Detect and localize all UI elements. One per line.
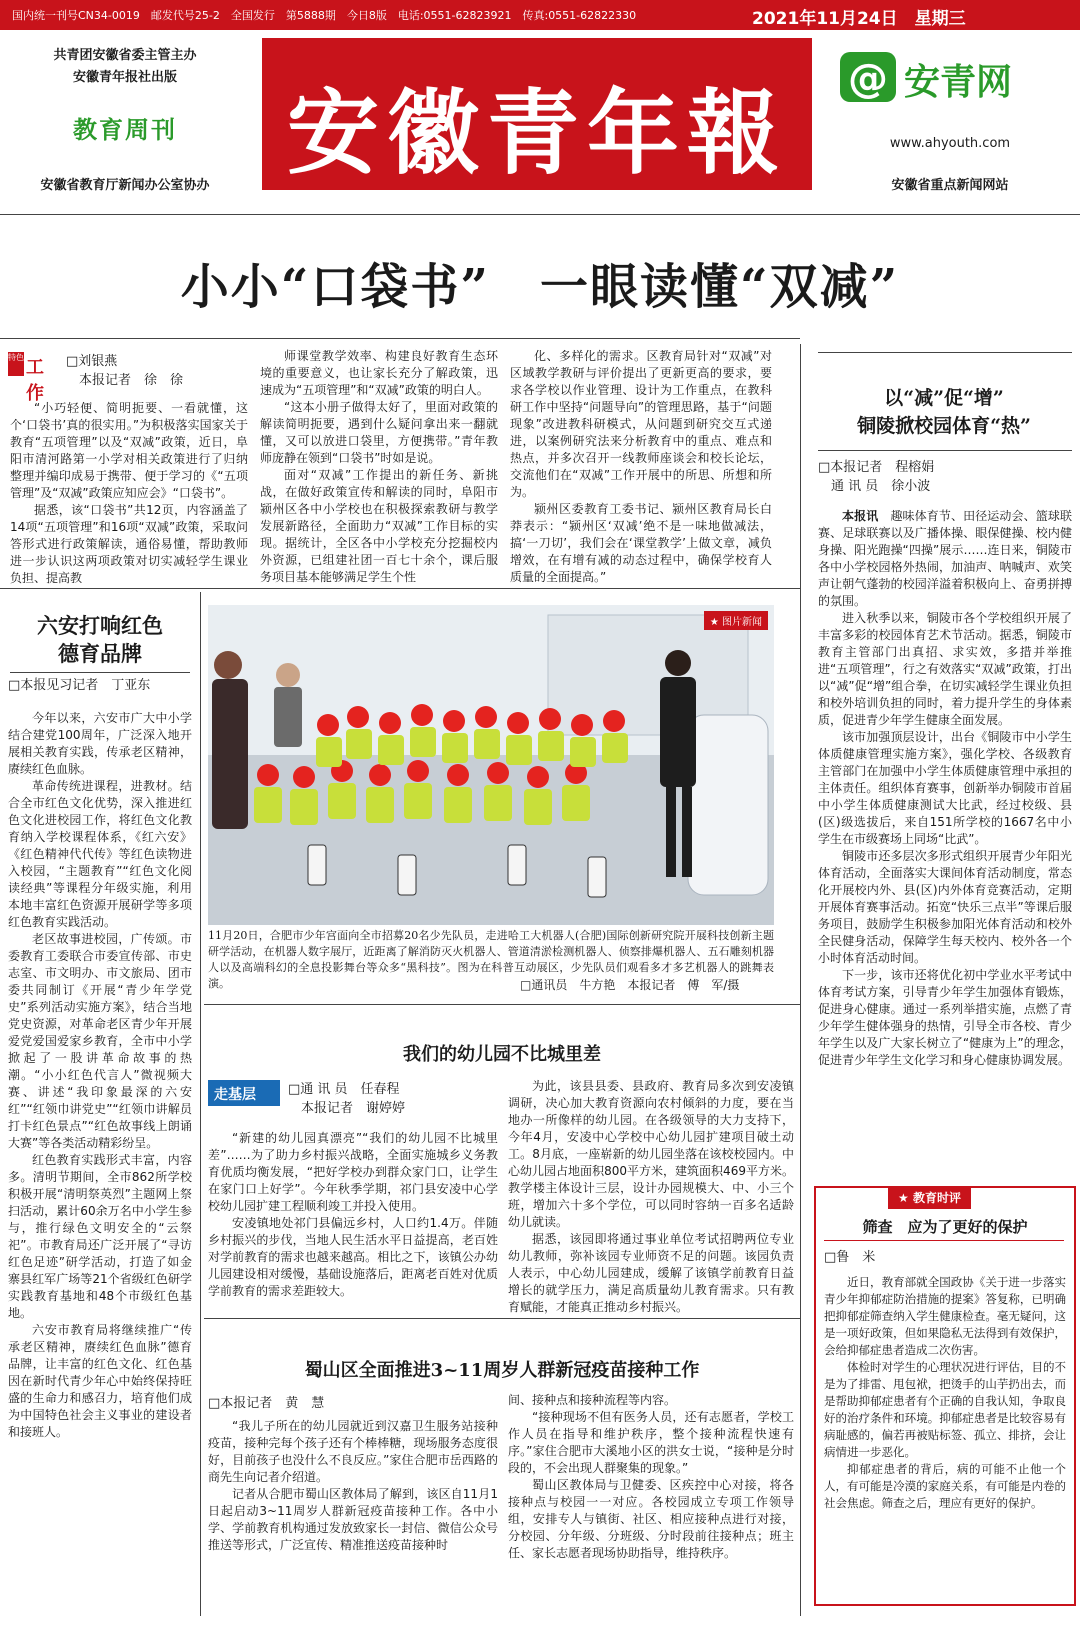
newspaper-name: 安徽青年報 — [286, 79, 787, 187]
feature-tag — [8, 352, 58, 404]
ahyouth-logo[interactable] — [838, 48, 1058, 106]
liuan-para: 革命传统进课程，进教材。结合全市红色文化优势，深入推进红色文化进校园工作，将红色文化教育纳入学校课程体系，《红六安》《红色精神代代传》等红色读物进入校园，“主题教育”“红色文化阅读经典”等课程分年级实施，利用本地丰富红色资源开展研学等多项红色教育实践活动。 — [8, 779, 192, 929]
tongling-lead-label: 本报讯 — [842, 509, 879, 523]
co-organizer-line: 安徽省教育厅新闻办公室协办 — [40, 178, 210, 193]
main-article-col1 — [10, 400, 248, 587]
kindergarten-byline: □通 讯 员 任春程 本报记者 谢婷婷 — [288, 1082, 406, 1116]
right-article-top-rule — [818, 352, 1072, 353]
liuan-para: 今年以来，六安市广大中小学结合建党100周年，广泛深入地开展相关教育实践，传承老区精神，赓续红色血脉。 — [8, 711, 192, 776]
vaccine-byline: □本报记者 黄 慧 — [208, 1396, 325, 1411]
tongling-lead-text: 趣味体育节、田径运动会、篮球联赛、足球联赛以及广播体操、眼保健操、校内健身操、阳光跑操“四操”展示……连日来，铜陵市各中小学校园格外热闹，加油声、呐喊声、欢笑声让朝气蓬勃的校园洋溢着积极向上、奋勇拼搏的氛围。 — [818, 509, 1072, 608]
publisher-line: 安徽青年报社出版 — [72, 70, 177, 85]
commentary-para: 近日，教育部就全国政协《关于进一步落实青少年抑郁症防治措施的提案》答复称，已明确把抑郁症筛查纳入学生健康检查。毫无疑问，这是一项好政策，但如果隐私无法得到有效保护，会给抑郁症患者造成二次伤害。 — [824, 1275, 1066, 1357]
kindergarten-para: 为此，该县县委、县政府、教育局多次到安凌镇调研，决心加大教育资源向农村倾斜的力度，要在当地办一所像样的幼儿园。在各级领导的大力支持下，今年4月，安凌中心学校中心幼儿园扩建项目破土动工。8月底，一座崭新的幼儿园坐落在该校校园内。中心幼儿园占地面积800平方米，建筑面积469平方米。教学楼主体设计三层，设计办园规模大、中、小三个班，增加六十多个学位，可以同时容纳一百多名适龄幼儿就读。 — [508, 1079, 794, 1229]
commentary-box — [814, 1186, 1076, 1606]
liuan-byline: □本报见习记者 丁亚东 — [8, 678, 151, 693]
kindergarten-article-title: 我们的幼儿园不比城里差 — [403, 1044, 601, 1065]
tongling-para — [818, 508, 1072, 610]
star-icon: ★ — [898, 1191, 909, 1205]
vaccine-para: 记者从合肥市蜀山区教体局了解到，该区自11月1日起启动3~11周岁人群新冠疫苗接种工作。各中小学、学前教育机构通过发放致家长一封信、微信公众号推送等形式，广泛宣传、精准推送疫苗接种时 — [208, 1487, 498, 1552]
vaccine-para: 间、接种点和接种流程等内容。 — [508, 1393, 677, 1407]
main-col3-para: 化、多样化的需求。区教育局针对“双减”对区域教学教研与评价提出了更新更高的要求，要求各学校以作业管理、设计为工作重点，在教科研工作中坚持“问题导向”的管理思路，基于“问题现象”改进教科研模式，从问题到研究交互式递进，以案例研究法来分析教育中的重点、难点和热点，并多次召开一线教师座谈会和校长论坛，交流他们在“双减”工作开展中的所思、所想和所为。 — [510, 349, 772, 499]
kindergarten-col1 — [208, 1130, 498, 1300]
vaccine-col2 — [508, 1392, 794, 1562]
header-left — [0, 38, 250, 198]
header-divider — [0, 214, 1080, 215]
tongling-para: 铜陵市还多层次多形式组织开展青少年阳光体育活动，全面落实大课间体育活动制度，常态化开展校内外、县(区)内外体育竞赛活动，定期开展体育赛事活动。拓宽“快乐三点半”等课后服务项目，鼓励学生积极参加阳光体育活动和校外全民健身活动，保障学生每天校内、校外各一个小时体育活动时间。 — [818, 849, 1072, 965]
photo-caption: 11月20日，合肥市少年宫面向全市招募20名少先队员，走进哈工大机器人(合肥)国际创新研究院开展科技创新主题研学活动，在机器人数字展厅，近距离了解消防灭火机器人、管道清淤检测机器人、侦察排爆机器人、五石雕刻机器人以及高端科幻的全息投影舞台等众多“黑科技”。图为在科普互动展区，少先队员们观看多才多艺机器人的跳舞表演。 — [208, 929, 774, 990]
issue-date: 2021年11月24日 星期三 — [752, 9, 966, 29]
issue-info: 国内统一刊号CN34-0019 邮发代号25-2 全国发行 第5888期 今日8版 电话:0551-62823921 传真:0551-62822330 — [12, 9, 637, 22]
main-col1-para: 据悉，该“口袋书”共12页，内容涵盖了14项“五项管理”和16项“双减”政策，采取问答形式进行政策解读，通俗易懂，帮助教师进一步认识这两项政策对切实减轻学生课业负担、提高教 — [10, 503, 248, 585]
tongling-para: 下一步，该市还将优化初中学业水平考试中体育考试方案，引导青少年学生加强体育锻炼，促进身心健康。通过一系列举措实施，点燃了青少年学生健体强身的热情，引导全市各校、青少年学生以及广大家长树立了“健康为上”的理念，促进青少年学生文化学习和身心健康协调发展。 — [818, 968, 1072, 1067]
main-col2-para: 面对“双减”工作提出的新任务、新挑战，在做好政策宣传和解读的同时，阜阳市颍州区各中小学校也在积极探索教研与教学发展新路径，全面助力“双减”工作目标的实现。据统计，全区各中小学校充分挖掘校内外资源，已组建社团一百七十余个，课后服务项目基本能够满足学生个性 — [260, 468, 498, 584]
photo-illustration — [208, 605, 774, 925]
sponsor-line: 共青团安徽省委主管主办 — [53, 48, 197, 63]
main-article-bottom-divider — [0, 588, 800, 589]
star-icon: ★ — [709, 617, 719, 628]
photo-news-tag — [704, 611, 768, 630]
tongling-article-title: 以“减”促“增” 铜陵掀校园体育“热” — [857, 387, 1031, 437]
liuan-title-rule — [10, 672, 190, 673]
vaccine-article-title: 蜀山区全面推进3~11周岁人群新冠疫苗接种工作 — [304, 1360, 700, 1381]
tongling-para: 进入秋季以来，铜陵市各个学校组织开展了丰富多彩的校园体育艺术节活动。据悉，铜陵市教育主管部门出真招、求实效，多措并举推进“五项管理”，行之有效落实“双减”政策，打出以“减”促“增”组合拳，在切实减轻学生课业负担和校外培训负担的同时，着力提升学生的身体素质，促进青少年学生健康全面发展。 — [818, 611, 1072, 727]
main-col3-para: 颍州区委教育工委书记、颍州区教育局长白莽表示：“颍州区‘双减’绝不是一味地做减法，搞‘一刀切’，我们会在‘课堂教学’上做文章，减负增效，在有增有减的动态过程中，确保学校育人质量的全面提高。” — [510, 502, 772, 584]
tongling-title-rule — [818, 450, 1072, 451]
svg-text:@: @ — [848, 56, 888, 102]
logo-text: 安青网 — [904, 61, 1013, 103]
vaccine-para: “我儿子所在的幼儿园就近到汉嘉卫生服务站接种疫苗，接种完每个孩子还有个棒棒糖，现场服务态度很好，目前孩子也没什么不良反应。”家住合肥市岳西路的商先生向记者介绍道。 — [208, 1419, 498, 1484]
vaccine-para: 蜀山区教体局与卫健委、区疾控中心对接，将各接种点与校园一一对应。各校园成立专项工作领导组，安排专人与镇街、社区、相应接种点进行对接，分校园、分年级、分班级、分时段前往接种点；班主任、家长志愿者现场协助指导，维持秩序。 — [508, 1478, 794, 1560]
vaccine-para: “接种现场不但有医务人员，还有志愿者，学校工作人员在指导和维护秩序，整个接种流程快速有序。”家住合肥市大溪地小区的洪女士说，“接种是分时段的，不会出现人群聚集的现象。” — [508, 1410, 794, 1475]
tongling-para: 该市加强顶层设计，出台《铜陵市中小学生体质健康管理实施方案》，强化学校、各级教育主管部门在加强中小学生体质健康管理中承担的主体责任。组织体育赛事，创新举办铜陵市首届中小学生体质健康测试大比武，经过校级、县(区)级选拔后，来自151所学校的1667名中小学生在市级赛场上同场“比武”。 — [818, 730, 1072, 846]
main-col2-para: “这本小册子做得太好了，里面对政策的解读简明扼要，遇到什么疑问拿出来一翻就懂，又可以放进口袋里，方便携带。”青年教师庞静在领到“口袋书”时如是说。 — [260, 400, 498, 465]
masthead — [262, 38, 812, 190]
commentary-body — [824, 1274, 1066, 1512]
kindergarten-para: 安凌镇地处祁门县偏远乡村，人口约1.4万。伴随乡村振兴的步伐，当地人民生活水平日益提高，老百姓对学前教育的需求也越来越高。相比之下，该镇公办幼儿园建设相对缓慢，基础设施落后，距离老百姓对优质学前教育的需求差距较大。 — [208, 1216, 498, 1298]
main-article-col2 — [260, 348, 498, 586]
page-headline: 小小“口袋书” 一眼读懂“双减” — [180, 259, 900, 315]
photo-credit: □通讯员 牛方艳 本报记者 傅 军/摄 — [520, 978, 740, 992]
main-col1-para: “小巧轻便、简明扼要、一看就懂，这个‘口袋书’真的很实用。”为积极落实国家关于教育“五项管理”以及“双减”政策，近日，阜阳市清河路第一小学对相关政策进行了归纳整理并编印成易于携带、便于学习的《“五项管理”及“双减”政策应知应会》“口袋书”。 — [10, 401, 248, 500]
commentary-tag — [888, 1186, 971, 1209]
feature-tag-text: 工作 — [26, 357, 44, 404]
issue-info-bar — [0, 0, 1080, 30]
kindergarten-para: 据悉，该园即将通过事业单位考试招聘两位专业幼儿教师，弥补该园专业师资不足的问题。该园负责人表示，中心幼儿园建成，缓解了该镇学前教育日益增长的就学压力，满足高质量幼儿教育需求。只有教育赋能，才能真正推动乡村振兴。 — [508, 1232, 794, 1314]
commentary-para: 体检时对学生的心理状况进行评估，目的不是为了排雷、甩包袱，把烫手的山芋扔出去，而是帮助抑郁症患者有个正确的自我认知，争取良好的治疗条件和环境。抑郁症患者是比较容易有病耻感的，偏若再被贴标签、孤立、排挤，会让病情进一步恶化。 — [824, 1360, 1066, 1459]
commentary-byline: □鲁 米 — [824, 1250, 876, 1265]
left-column-divider — [200, 592, 201, 1616]
feature-tag-box: 特色 — [8, 352, 24, 376]
vaccine-col1 — [208, 1418, 498, 1554]
liuan-article-title: 六安打响红色 德育品牌 — [37, 613, 163, 666]
kindergarten-col2 — [508, 1078, 794, 1316]
tongling-article-body — [818, 508, 1072, 1069]
grassroots-tag — [208, 1080, 280, 1106]
commentary-title: 筛查 应为了更好的保护 — [862, 1218, 1028, 1236]
liuan-para: 老区故事进校园，广传颂。市委教育工委联合市委宣传部、市史志室、市文明办、市文旅局、团市委共同制订《开展“青少年学党史”系列活动实施方案》，结合当地党史资源，对革命老区青少年开展爱党爱国爱家乡教育，全市中小学掀起了一股讲革命故事的热潮。“小小红色代言人”微视频大赛、讲述“我印象最深的六安红”“红领巾讲党史”“红领巾讲解员打卡红色景点”“红色故事线上朗诵大赛”等各类活动精彩纷呈。 — [8, 932, 192, 1150]
website-url[interactable]: www.ahyouth.com — [889, 136, 1011, 151]
liuan-para: 红色教育实践形式丰富，内容多。清明节期间，全市862所学校积极开展“清明祭英烈”主题网上祭扫活动，累计60余万名中小学生参与，推行绿色文明安全的“云祭祀”。市教育局还广泛开展了“寻访红色足迹”研学活动，打造了如金寨县红军广场等21个省级红色研学实践教育基地和48个市级红色基地。 — [8, 1153, 192, 1320]
website-note: 安徽省重点新闻网站 — [891, 178, 1009, 193]
grassroots-tag-label: 走基层 — [214, 1087, 256, 1103]
kindergarten-para: “新建的幼儿园真漂亮”“我们的幼儿园不比城里差”……为了助力乡村振兴战略，全面实施城乡义务教育优质均衡发展，“把好学校办到群众家门口，让学生在家门口上好学”。今年秋季学期，祁门县安凌中心学校幼儿园扩建工程顺利竣工并投入使用。 — [208, 1131, 498, 1213]
news-photo — [208, 605, 774, 925]
main-article-col3 — [510, 348, 772, 586]
header-right — [820, 38, 1080, 198]
right-column-divider — [800, 344, 801, 1616]
headline-divider — [0, 338, 800, 339]
photo-news-tag-label: 图片新闻 — [722, 617, 762, 628]
liuan-para: 六安市教育局将继续推广“传承老区精神，赓续红色血脉”德育品牌，让丰富的红色文化、红色基因在新时代青少年心中始终保持旺盛的生命力和感召力，培育他们成为中国特色社会主义事业的建设者和接班人。 — [8, 1323, 192, 1439]
main-byline: □刘银燕 本报记者 徐 徐 — [66, 354, 184, 388]
commentary-tag-label: 教育时评 — [912, 1191, 961, 1205]
commentary-para: 抑郁症患者的背后，病的可能不止他一个人，有可能是冷漠的家庭关系，有可能是内卷的社会焦虑。筛查之后，理应有更好的保护。 — [824, 1462, 1066, 1510]
photo-bottom-divider — [204, 1004, 800, 1005]
kindergarten-bottom-divider — [204, 1318, 800, 1319]
liuan-article-body — [8, 710, 192, 1441]
commentary-title-rule — [824, 1240, 1064, 1241]
main-col2-para: 师课堂教学效率、构建良好教育生态环境的重要意义，也让家长充分了解政策，迅速成为“五项管理”和“双减”政策的明白人。 — [260, 349, 498, 397]
weekly-title: 教育周刊 — [73, 116, 177, 144]
tongling-byline: □本报记者 程榕娟 通 讯 员 徐小波 — [818, 460, 935, 494]
